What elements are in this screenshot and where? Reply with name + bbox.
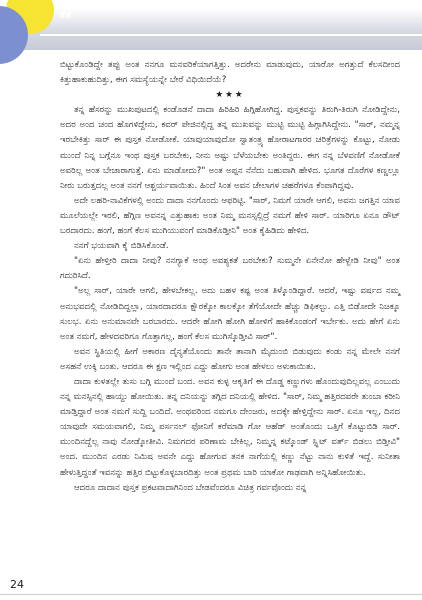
paragraph: "ಅಲ್ಲ ಸಾರ್, ಯಾರೇ ಆಗಲಿ, ಹೇಳಬೇಕಲ್ಲ. ಅದು ಬಹಳ ಕಷ್ಟ ಅಂತ ತಿಳ್ಕೊಂಡಿದ್ದಾರೆ. ಆದರೆ, ಇಷ್ಟು ವರ್ಷದ ನಮ್ಮ ಅನುಭವದಲ್ಲಿ ನೋಡಿದಿದ್ದಲ್ಲಾ, ಯಾರದಾದರೂ ಕ್ಷೌರಕ್ಕೋ ಕಾಲಕ್ಕೋ ತೆಗೆಯೋದೇ ಹೆಚ್ಚು ಡಿಫಿಕಲ್ಟು. ಎತ್ತಿ ಬಿಡೋದೇ ನಿಜಕ್ಕೂ ಸುಲಭ. ಏನು ಅನುಮಾನವೇ ಬರಬಾರದು. ಆದರೇ ಹೋಗಿ ಹೋಗಿ ಹೋಳಿಗೆ ಹಾಕಿಕೊಂಡಂಗೆ ಇರ್ಬೇಕು. ಅದು ಹೇಗೆ ಏನು ಅಂತ ನಮಗೆ, ಹೇಳದವರಿಗೂ ಗೊತ್ತಾಗಲ್ಲ, ಹಂಗೆ ಕೆಲಸ ಮುಗಿಸ್ಕೊಡ್ತೀವಿ ಸಾರ್". [60, 286, 400, 342]
paragraph: ದಾದಾ ಕುಳತಲ್ಲೇ ತುಸು ಬಗ್ಗಿ ಮುಂದೆ ಬಂದ. ಅವನ ಕುಳ್ಳ ಆಕೃತಿಗೆ ಈ ದೊಡ್ಡ ಕಣ್ಣುಗಳು ಹೊಂದುವುದಿಲ್ಲವಲ್ಲ ಎಂಬುದು ನನ್ನ ಮನಸ್ಸಿನಲ್ಲಿ ಹಾಯ್ದು ಹೋಯಿತು. ತನ್ನ ದನಿಯನ್ನು ತಗ್ಗಿದ ದನಿಯಲ್ಲಿ ಹೇಳಿದ. "ಸಾರ್, ನಿಮ್ಮ ಹತ್ತಿರದವರೇ ತುಂಬಾ ಕರೀನಿ ಮಾಡ್ತಿದ್ದಾರೆ ಅಂತ ನಮಗೆ ಸುದ್ದಿ ಬಂದಿದೆ. ಅಂಥವರಿಂದ ನಮಗೂ ದೇಂಜರು, ಅದಕ್ಕೇ ಹೇಳ್ತಿದ್ದೇನು ಸಾರ್. ಏನೂ ಇಲ್ಲ, ದಿನದ ಯಾವುದೇ ಸಮಯವಾಗಲಿ, ನಿಮ್ಮ ಪರ್ಸನಲ್ ಫೋನಿಗೆ ಕರೆಮಾಡಿ ಗೋ ಆಹೆಡ್ ಅಂತೊಂದು ಒತ್ತಿಗೆ ಕೊಟ್ಟುಬಿಡಿ ಸಾರ್. ಮುಂದಿನದ್ದೆಲ್ಲ ನಾವು ನೋಡ್ಕೋತೀವಿ. ನಿಮಗದರ ಪರಿಣಾಮ ಬೇಕಿಲ್ಲ, ನಿಮ್ಮನ್ನ ಕಟ್ಕೊಂಡ್ ಸ್ಪ್ಲಿಟ್ ವರ್ತ್ ಬಿಡಲು ಬಿಡ್ತೀವಿ" ಅಂದ. ಮುಂದಿನ ಎರಡು ನಿಮಿಷ ಅವನೇ ಎದ್ದು ಹೋಗುವ ತನಕ ನಾಗೆಯಲ್ಲಿ ಕಣ್ಣು ನೆಟ್ಟು ನಾನು ಕುಳಿತೆ ಇದ್ದೆ. ಸುನೀತಾ ಹೇಳುತ್ತಿದ್ದಂತೆ ಇವನನ್ನು ಹತ್ತಿರ ಬಿಟ್ಟುಕೊಳ್ಳಬಾರದಿತ್ತು ಅಂತ ಪ್ರಥಮ ಬಾರಿ ಯಾಕೋ ಗಾಢವಾಗಿ ಅನ್ನಿಸಿಹೋಯಿತು. [60, 376, 400, 478]
footer-rule [0, 594, 422, 595]
page-number: 24 [10, 578, 24, 591]
paragraph: ಬಿಟ್ಟುಕೊಂಡಿದ್ದೇ ತಪ್ಪು ಅಂತ ನನಗೂ ಮನವರಿಕೆಯಾಗತ್ತಿತ್ತು. ಅದರೇನು ಮಾಡುವುದು, ಯಾರೋ ಅಗತ್ತುದೆ ಕೆಲಸದೀಂದ ಕಿತ್ತುಹಾಕುಹುದಿತ್ತು, ಈಗ ಸಮಸ್ಯೆಯನ್ನೇ ಬೇರೆ ವಿಧಿಯಿದೆಯೆ? [60, 60, 400, 86]
paragraph: ತನ್ನ ಹೆಸರನ್ನು ಮುಖಪುಟದಲ್ಲಿ ಕಂಡೊಡನೆ ದಾದಾ ಹಿರಿಹಿರಿ ಹಿಗ್ಗಿಹೋಗಿದ್ದ. ಪುಸ್ತಕವನ್ನು ತಿರುಗಿ-ತಿರುಗಿ ನೋಡಿದ್ದೇನು, ಅದರ ಅಂದ ಚಂದ ಹೊಗಳಿದ್ದೇನು, ಕವರ್ ಪೇಜಿನಲ್ಲಿದ್ದ ತನ್ನ ಮುಖವನ್ನು ಮುಟ್ಟಿ ಮುಟ್ಟಿ ಹಿಗ್ಗಾಗಿಸಿದ್ದೇನು. "ಸಾರ್, ನಮ್ಮನ್ನ ಇರಬೇಕಿತ್ತು ಸಾರ್ ಈ ಪುಸ್ತಕ ನೋಡೋಕೆ. ಯಾವುಯಾವುದೋ ಸ್ವಾತಂತ್ರ್ಯ ಹೋರಾಟಗಾರರ ಚರಿತ್ರೆಗಳನ್ನು ಕೊಟ್ಟು, ನೋಡು ಮುಂದೆ ನಿನ್ನ ಬಗ್ಗೆನೂ ಇಂಥ ಪುಸ್ತಕ ಬರಬೇಕು, ನೀನು ಅಷ್ಟು ಬೆಳೆಯಬೇಕು ಅಂತಿದ್ದರು. ಈಗ ನನ್ನ ಬೆಳವಣಿಗೆ ನೋಡೋಕೆ ಅವರಿಲ್ಲ ಅಂತ ಬೇಜಾರಾಗುತ್ತೆ. ಏನು ಮಾಡೋದು?" ಅಂತ ಅಪ್ಪನ ನೆನೆದು ಬಹುವಾಗಿ ಹೇಳಿದ. ಭೂಗತ ದೊರೆಗಳ ಕಣ್ಣಲ್ಲೂ ನೀರು ಬರುತ್ತದಲ್ಲ ಅಂತ ನನಗೆ ಆಶ್ಚರ್ಯವಾಯಿತು. ಹಿಂದೆ ಸಿಂತ ಅವನ ಚೇಲಾಗಳ ಚಹರೆಗಳೂ ಕೆಂಪಾಗಿದ್ದವು. [60, 105, 400, 191]
section-title: ಕತೆ [60, 8, 72, 21]
header-rule [40, 34, 422, 36]
paragraph: "ಏನು ಹೇಳ್ತೀರಿ ದಾದಾ ನೀವು? ನನಗ್ಯಾಕೆ ಅಂಥ ಅವಶ್ಯಕತೆ ಬರಬೇಕು? ಸುಮ್ಮನೇ ಏನೇನೋ ಹೇಳ್ಬೇಡಿ ನೀವು" ಅಂತ ಗದುರಿಸಿದೆ. [60, 256, 400, 282]
section-break-stars: ★★★ [215, 90, 245, 101]
paragraph: ಅವನ ಸ್ಥಿತಿಯಲ್ಲಿ ಹೀಗೆ ಅಕಾರಣ ದೈನ್ಯತೆಯೊಂದು ತಾನೇ ತಾನಾಗಿ ಮೈದುಂಬಿ ಬಿಡುವುದು ಕಂಡು ನನ್ನ ಮೇಲೇ ನನಗೆ ಅಸಹನೆ ಉಕ್ಕಿ ಬಂತು. ಆದರೂ ಈ ಕ್ಷಣ ಇಲ್ಲಿಂದ ಎದ್ದು ಹೋಗು ಅಂತ ಹೇಳಲು ಅಳುಕಾಯಿತು. [60, 346, 400, 372]
article-body [60, 58, 400, 496]
header-band [0, 0, 422, 50]
paragraph: ಆದರೂ ದಾದಾನ ಪುಸ್ತಕ ಪ್ರಕಟವಾದಾಗಿನಿಂದ ಬೇಡವೆಂದರೂ ವಿಚಿತ್ರ ಗರ್ವವೊಂದು ನನ್ನ [74, 482, 307, 493]
paragraph: ಅದೇ ಲಹರಿ-ನಾವಿಕೆಗಳಲ್ಲಿ ಅಂದು ದಾದಾ ನನಗೊಂದು ಆಫರಿಟ್ಟಿ. "ಸಾರ್, ನಿಮಗೆ ಯಾರೇ ಆಗಲಿ, ಅವನು ಜಗತ್ತಿನ ಯಾವ ಮೂಲೆಯಲ್ಲೇ ಇರಲಿ, ಹೆಗ್ಗಿಣ ಅವನನ್ನ ಎತ್ತುಹಾಕು ಅಂತ ನಿಮ್ಮ ಮನಸ್ಸಲ್ಲಿದ್ರೆ ನಮಗೆ ಹೇಳಿ ಸಾರ್. ಯಾರಿಗೂ ಏನೂ ಡೌಟ್ ಬರದಾರದು. ಹಂಗೆ, ಹಂಗೆ ಕೆಲಸ ಮುಗಿಯುವಂಗೆ ಮಾಡಿಕೊಡ್ತೀನಿ" ಅಂತ ಕೈಹಿಡಿದು ಹೇಳಿದ. [60, 195, 400, 237]
paragraph: ನನಗೆ ಭಯವಾಗಿ ಕೈ ಬಿಡಿಸಿಕೊಂಡೆ. [74, 241, 169, 252]
